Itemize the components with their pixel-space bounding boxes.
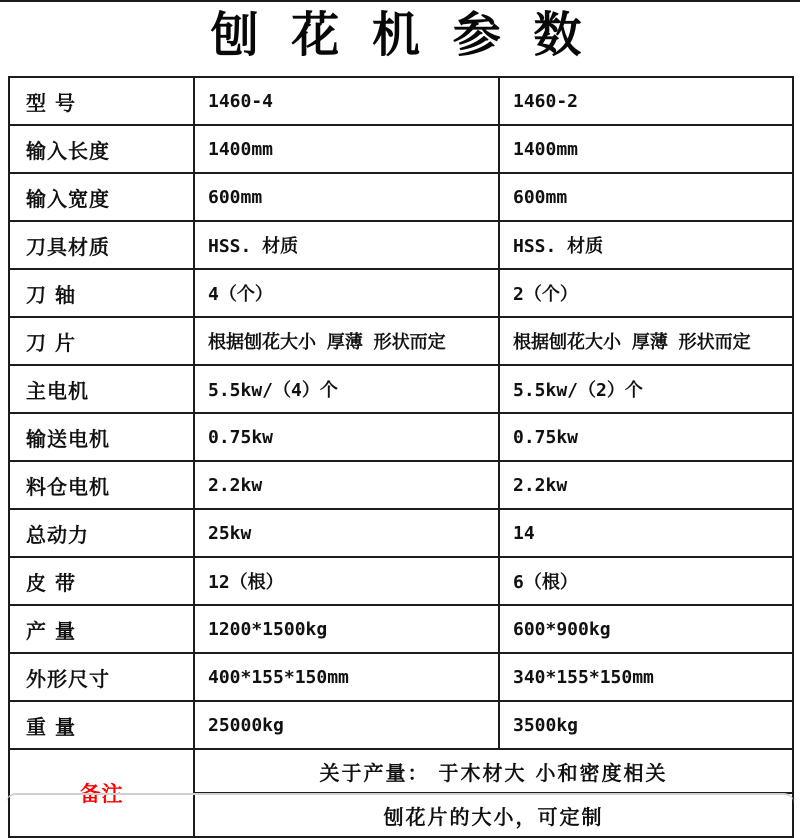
value-cell-model-1460-2: HSS. 材质 <box>499 221 793 269</box>
remark-line-2: 刨花片的大小，可定制 <box>194 793 793 837</box>
value-cell-model-1460-4: 根据刨花大小 厚薄 形状而定 <box>194 317 499 365</box>
value-cell-model-1460-4: 0.75kw <box>194 413 499 461</box>
value-cell-model-1460-2: 2（个） <box>499 269 793 317</box>
table-row <box>9 461 793 509</box>
param-label-cell: 皮 带 <box>9 557 194 605</box>
value-cell-model-1460-4: 12（根） <box>194 557 499 605</box>
table-row <box>9 317 793 365</box>
param-label-cell: 刀具材质 <box>9 221 194 269</box>
value-cell-model-1460-2: 600*900kg <box>499 605 793 653</box>
value-cell-model-1460-4: 400*155*150mm <box>194 653 499 701</box>
table-row <box>9 221 793 269</box>
value-cell-model-1460-4: 1460-4 <box>194 77 499 125</box>
param-label-cell: 重 量 <box>9 701 194 749</box>
value-cell-model-1460-4: 600mm <box>194 173 499 221</box>
value-cell-model-1460-2: 根据刨花大小 厚薄 形状而定 <box>499 317 793 365</box>
param-label-cell: 刀 片 <box>9 317 194 365</box>
param-label-cell: 料仓电机 <box>9 461 194 509</box>
value-cell-model-1460-2: 600mm <box>499 173 793 221</box>
param-label-cell: 输入长度 <box>9 125 194 173</box>
param-label-cell: 主电机 <box>9 365 194 413</box>
table-row <box>9 605 793 653</box>
param-label-cell: 外形尺寸 <box>9 653 194 701</box>
value-cell-model-1460-4: 25000kg <box>194 701 499 749</box>
param-label-cell: 输送电机 <box>9 413 194 461</box>
value-cell-model-1460-4: 2.2kw <box>194 461 499 509</box>
table-row <box>9 653 793 701</box>
table-row <box>9 509 793 557</box>
table-row <box>9 269 793 317</box>
table-row <box>9 125 793 173</box>
table-row <box>9 701 793 749</box>
param-label-cell: 型 号 <box>9 77 194 125</box>
param-label-cell: 刀 轴 <box>9 269 194 317</box>
next-image-top-edge <box>6 793 794 805</box>
value-cell-model-1460-2: 0.75kw <box>499 413 793 461</box>
value-cell-model-1460-2: 340*155*150mm <box>499 653 793 701</box>
value-cell-model-1460-4: 1200*1500kg <box>194 605 499 653</box>
remark-row <box>9 749 793 793</box>
param-label-cell: 总动力 <box>9 509 194 557</box>
table-row <box>9 173 793 221</box>
value-cell-model-1460-4: 25kw <box>194 509 499 557</box>
remark-label-cell: 备注 <box>9 749 194 837</box>
param-label-cell: 输入宽度 <box>9 173 194 221</box>
value-cell-model-1460-2: 1400mm <box>499 125 793 173</box>
table-row <box>9 365 793 413</box>
remark-line-1: 关于产量： 于木材大 小和密度相关 <box>194 749 793 793</box>
table-row <box>9 413 793 461</box>
value-cell-model-1460-2: 14 <box>499 509 793 557</box>
value-cell-model-1460-4: 5.5kw/（4）个 <box>194 365 499 413</box>
value-cell-model-1460-2: 6（根） <box>499 557 793 605</box>
param-label-cell: 产 量 <box>9 605 194 653</box>
table-row <box>9 77 793 125</box>
value-cell-model-1460-2: 5.5kw/（2）个 <box>499 365 793 413</box>
value-cell-model-1460-2: 1460-2 <box>499 77 793 125</box>
value-cell-model-1460-2: 3500kg <box>499 701 793 749</box>
value-cell-model-1460-2: 2.2kw <box>499 461 793 509</box>
value-cell-model-1460-4: HSS. 材质 <box>194 221 499 269</box>
table-row <box>9 557 793 605</box>
value-cell-model-1460-4: 1400mm <box>194 125 499 173</box>
spec-table <box>8 76 794 838</box>
page-title: 刨 花 机 参 数 <box>210 7 590 63</box>
value-cell-model-1460-4: 4（个） <box>194 269 499 317</box>
